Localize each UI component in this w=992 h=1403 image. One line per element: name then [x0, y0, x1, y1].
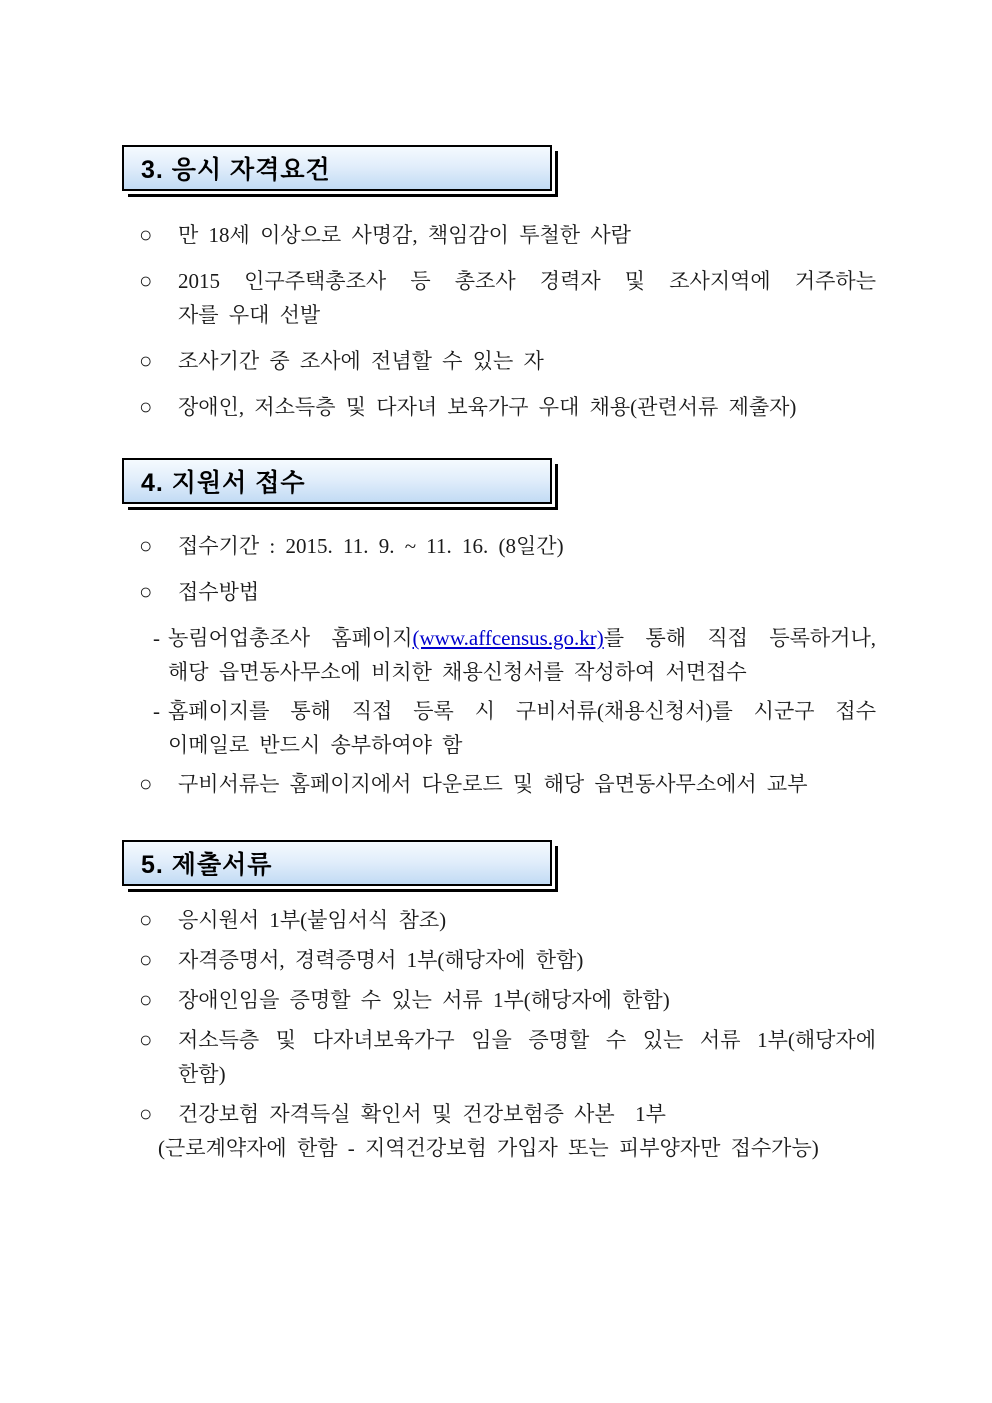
item-line: 이메일로 반드시 송부하여야 함	[168, 733, 463, 757]
item-line: 접수방법	[178, 580, 260, 604]
item-line: 장애인임을 증명할 수 있는 서류 1부(해당자에 한함)	[178, 988, 670, 1012]
list-item	[139, 344, 876, 378]
list-item	[139, 218, 876, 252]
list-item	[139, 767, 876, 801]
link-suffix-text: 를 통해 직접 등록하거나,	[603, 626, 876, 650]
section-4-items	[139, 529, 876, 801]
circle-bullet-icon: ○	[139, 947, 153, 972]
list-item	[153, 694, 876, 762]
section-4-title: 4. 지원서 접수	[141, 469, 306, 497]
circle-bullet-icon: ○	[139, 268, 153, 293]
item-line: 장애인, 저소득층 및 다자녀 보육가구 우대 채용(관련서류 제출자)	[178, 395, 797, 419]
circle-bullet-icon: ○	[139, 222, 153, 247]
list-item	[139, 390, 876, 424]
section-application	[122, 458, 882, 813]
item-line: (근로계약자에 한함 - 지역건강보험 가입자 또는 피부양자만 접수가능)	[158, 1136, 819, 1160]
item-line: 자를 우대 선발	[178, 303, 321, 327]
section-documents	[122, 840, 882, 1171]
item-line: 건강보험 자격득실 확인서 및 건강보험증 사본 1부	[178, 1102, 666, 1126]
circle-bullet-icon: ○	[139, 1027, 153, 1052]
list-item	[139, 1097, 876, 1165]
item-line: 저소득층 및 다자녀보육가구 임을 증명할 수 있는 서류 1부(해당자에	[178, 1028, 876, 1052]
section-3-items	[139, 218, 876, 424]
item-line: 자격증명서, 경력증명서 1부(해당자에 한함)	[178, 948, 584, 972]
item-line: 조사기간 중 조사에 전념할 수 있는 자	[178, 349, 544, 373]
circle-bullet-icon: ○	[139, 533, 153, 558]
section-5-header	[122, 840, 552, 886]
list-item	[139, 264, 876, 332]
section-5-items	[139, 903, 876, 1165]
section-3-title: 3. 응시 자격요건	[141, 156, 331, 184]
item-line-with-link	[168, 621, 876, 655]
circle-bullet-icon: ○	[139, 987, 153, 1012]
list-item	[139, 943, 876, 977]
list-item	[139, 1023, 876, 1091]
circle-bullet-icon: ○	[139, 771, 153, 796]
item-line: 응시원서 1부(붙임서식 참조)	[178, 908, 447, 932]
circle-bullet-icon: ○	[139, 579, 153, 604]
list-item	[139, 983, 876, 1017]
link-prefix-text: 농림어업총조사 홈페이지	[168, 626, 413, 650]
list-item	[139, 575, 876, 609]
item-line: 구비서류는 홈페이지에서 다운로드 및 해당 읍면동사무소에서 교부	[178, 772, 808, 796]
dash-bullet-icon: -	[153, 699, 160, 723]
item-line: 한함)	[178, 1062, 226, 1086]
item-line: 해당 읍면동사무소에 비치한 채용신청서를 작성하여 서면접수	[168, 660, 747, 684]
circle-bullet-icon: ○	[139, 907, 153, 932]
section-eligibility	[122, 145, 882, 436]
list-item	[153, 621, 876, 689]
list-item	[139, 529, 876, 563]
circle-bullet-icon: ○	[139, 1101, 153, 1126]
item-line: 2015 인구주택총조사 등 총조사 경력자 및 조사지역에 거주하는	[178, 269, 876, 293]
item-line: 만 18세 이상으로 사명감, 책임감이 투철한 사람	[178, 223, 631, 247]
item-line: 접수기간 : 2015. 11. 9. ~ 11. 16. (8일간)	[178, 534, 564, 558]
section-5-title: 5. 제출서류	[141, 851, 273, 879]
website-link[interactable]: (www.affcensus.go.kr)	[412, 626, 604, 650]
list-item	[139, 903, 876, 937]
section-4-header	[122, 458, 552, 504]
section-3-header	[122, 145, 552, 191]
dash-bullet-icon: -	[153, 626, 160, 650]
circle-bullet-icon: ○	[139, 394, 153, 419]
item-line: 홈페이지를 통해 직접 등록 시 구비서류(채용신청서)를 시군구 접수	[168, 699, 876, 723]
circle-bullet-icon: ○	[139, 348, 153, 373]
